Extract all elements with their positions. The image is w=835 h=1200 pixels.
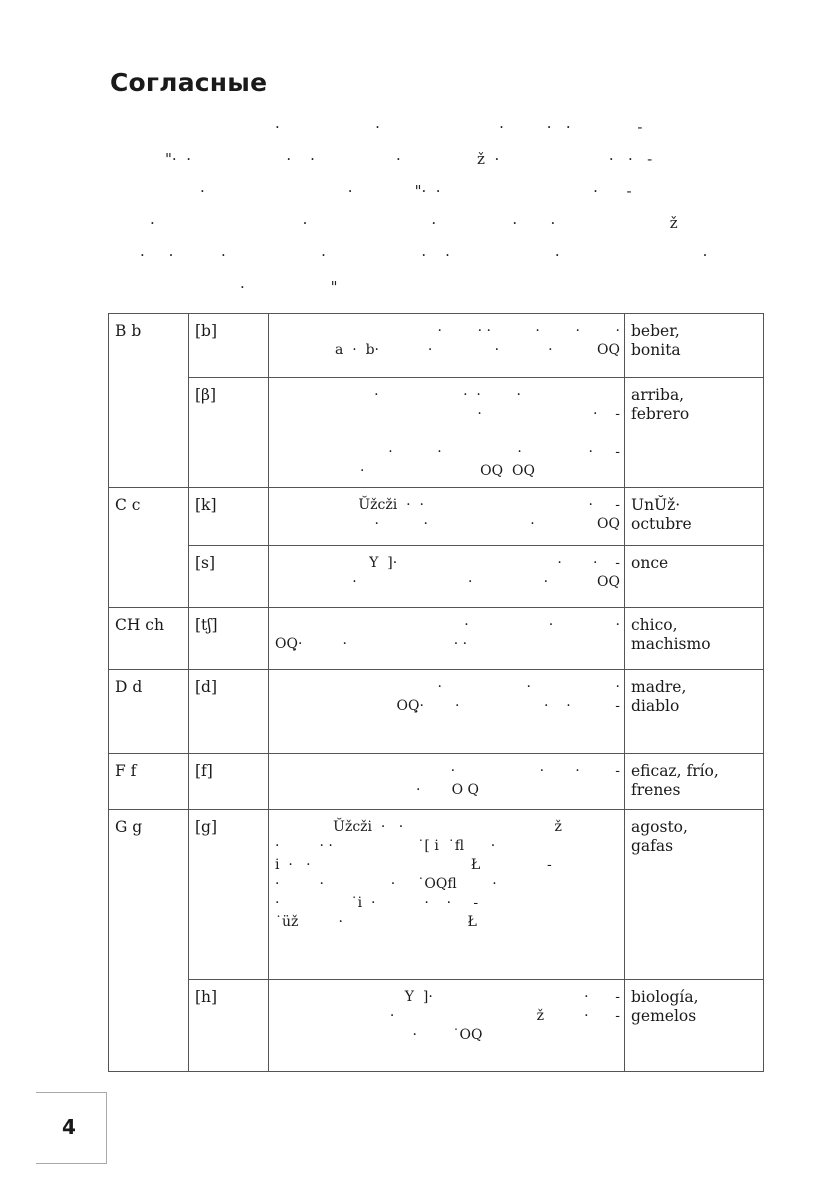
example-cell [625, 488, 764, 546]
description-cell [269, 670, 625, 754]
intro-line: · · · · · - [275, 118, 643, 136]
description-cell [269, 378, 625, 488]
description-line: OQ̧· · · · - [396, 698, 620, 714]
description-cell [269, 980, 625, 1072]
intro-line: "· · · · · ž · · · - [165, 150, 653, 168]
description-cell [269, 488, 625, 546]
table-row [109, 546, 764, 608]
example-word: diablo [631, 697, 680, 715]
example-word: madre, [631, 678, 687, 696]
description-line: · ˙i · · · - [275, 895, 479, 911]
table-row [109, 810, 764, 980]
example-word: eficaz, frío, [631, 762, 719, 780]
sound-cell: [tʃ] [189, 608, 269, 670]
example-word: octubre [631, 515, 692, 533]
page-number: 4 [62, 1115, 76, 1139]
example-word: frenes [631, 781, 681, 799]
description-line: a · b· · · · OQ [334, 342, 620, 358]
intro-line: · " [240, 278, 338, 296]
table-row [109, 378, 764, 488]
example-word: bonita [631, 341, 681, 359]
description-line: Ŭžcži · · ž [333, 819, 562, 835]
description-cell [269, 810, 625, 980]
example-word: gemelos [631, 1007, 697, 1025]
description-line [275, 424, 620, 443]
description-cell [269, 546, 625, 608]
example-cell [625, 546, 764, 608]
table-row [109, 314, 764, 378]
letter-cell: B b [109, 314, 189, 488]
description-line: · OQ OQ [360, 463, 535, 479]
table-row [109, 608, 764, 670]
letter-cell: D d [109, 670, 189, 754]
description-line: · · · ˙OQfl · [275, 876, 497, 892]
sound-cell: [k] [189, 488, 269, 546]
table-row [109, 670, 764, 754]
description-line: Ŭžcži · · · - [358, 497, 620, 513]
intro-line: · · "· · · - [200, 182, 632, 200]
example-cell [625, 314, 764, 378]
sound-cell: [f] [189, 754, 269, 810]
consonants-table [108, 313, 764, 1072]
table-row [109, 488, 764, 546]
sound-cell: [s] [189, 546, 269, 608]
intro-line: · · · · · · · · [140, 246, 708, 264]
intro-line: · · · · · ž [150, 214, 678, 232]
example-cell [625, 378, 764, 488]
example-word: gafas [631, 837, 674, 855]
example-word: beber, [631, 322, 680, 340]
description-line: Y ]· · · - [369, 555, 620, 571]
sound-cell: [β] [189, 378, 269, 488]
sound-cell: [g] [189, 810, 269, 980]
description-cell [269, 754, 625, 810]
description-line: · ž · - [389, 1008, 620, 1024]
example-word: febrero [631, 405, 690, 423]
sound-cell: [b] [189, 314, 269, 378]
example-cell [625, 810, 764, 980]
table-row [109, 754, 764, 810]
letter-cell: CH ch [109, 608, 189, 670]
example-word: once [631, 554, 669, 572]
description-line: · · - [477, 406, 620, 422]
description-line: · ˙OQ [412, 1027, 483, 1043]
sound-cell: [d] [189, 670, 269, 754]
description-line: · · · OQ [352, 574, 620, 590]
letter-cell: F f [109, 754, 189, 810]
example-word: machismo [631, 635, 711, 653]
description-line: ˙üž · Ł [275, 914, 477, 930]
example-cell [625, 608, 764, 670]
sound-cell: [h] [189, 980, 269, 1072]
description-cell [269, 314, 625, 378]
description-line: OQ̧· · · · [275, 636, 468, 652]
example-word: UnŬž· [631, 496, 681, 514]
description-line: · · · · [374, 387, 521, 403]
letter-cell: G g [109, 810, 189, 1072]
example-word: agosto, [631, 818, 688, 836]
example-word: arriba, [631, 386, 685, 404]
page-title: Согласные [110, 68, 268, 97]
description-cell [269, 608, 625, 670]
example-cell [625, 980, 764, 1072]
description-line: · O Q [415, 782, 479, 798]
letter-cell: C c [109, 488, 189, 608]
table-row [109, 980, 764, 1072]
description-line: · · · - [450, 763, 620, 779]
example-cell [625, 670, 764, 754]
description-line: i · · Ł - [275, 857, 552, 873]
description-line: · · · ˙[ i ˙fl · [275, 838, 496, 854]
description-line: Y ]· · - [404, 989, 620, 1005]
description-line: · · · OQ [374, 516, 620, 532]
description-line: · · · [437, 679, 620, 695]
description-line: · · · · - [388, 444, 620, 460]
description-line: · · · · · · [437, 323, 620, 339]
example-word: biología, [631, 988, 699, 1006]
example-cell [625, 754, 764, 810]
example-word: chico, [631, 616, 678, 634]
description-line: · · · [464, 617, 620, 633]
